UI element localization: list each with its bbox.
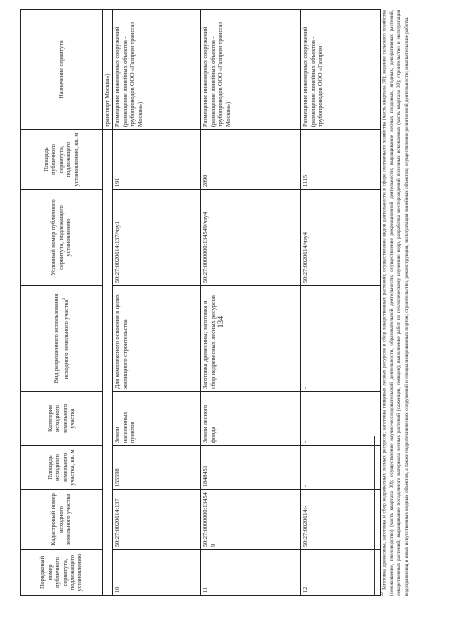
cell-category: Земли лесного фонда [201, 392, 301, 446]
cell-area: - [301, 446, 381, 490]
col-header-purpose: Назначение сервитута [21, 10, 103, 130]
cell-category: - [301, 392, 381, 446]
carryover-empty [103, 130, 113, 596]
col-header-usage-footnote-mark: 2 [60, 297, 66, 300]
table-row [201, 10, 301, 596]
cell-conditional-number: 50:27:0020614/чзу4 [301, 190, 381, 286]
servitude-table [20, 9, 381, 596]
cell-usage: Заготовка древесины; заготовка и сбор недревесных лесных ресурсов [201, 286, 301, 392]
cell-number: 11 [201, 550, 301, 596]
table-row [301, 10, 381, 596]
col-header-category: Категория исходного земельного участка [21, 392, 103, 446]
col-header-cadastral: Кадастровый номер исходного земельного участка [21, 490, 103, 550]
cell-cadastral: 50:27:0020614:- [301, 490, 381, 550]
cell-purpose: Размещение инженерных сооружений (размещение линейных объектов - трубопроводов ООО «Газпром трансгаз Москва») [113, 10, 201, 130]
cell-servitude-area: 2890 [201, 130, 301, 190]
cell-conditional-number: 50:27:0000000:134549/чзу4 [201, 190, 301, 286]
page-number: 134 [216, 316, 225, 328]
col-header-number: Порядковый номер публичного сервитута, подлежащего установлению [21, 550, 103, 596]
cell-area: 155598 [113, 446, 201, 490]
cell-cadastral: 50:27:0020614:137 [113, 490, 201, 550]
footnote-text: Заготовка древесины, заготовка и сбор недревесных лесных ресурсов; заготовка пищевых лесных ресурсов и сбор лекарственных растений; осуществление видов деятельности в сфере охотничьего хозяйства (часть квартала 30); ведение сельского хозяйства (сенокошение, пчеловодство) (часть квартала 30); осуществление научно-исследовательской деятельности, образовательной деятельности; осуществление рекреационной деятельности; выращивание лесных плодовых, ягодных, декоративных растений, лекарственных растений; выращивание посадочного материала лесных растений (саженцев, сеянцев); выполнение работ по геологическому изучению недр, разработка месторождений полезных ископаемых (часть квартала 30); строительство и эксплуатация водохранилищ и иных искусственных водных объектов, а также гидротехнических сооружений и специализированных портов; строительство, реконструкция, эксплуатация линейных объектов; осуществление религиозной деятельности; изыскательские работы. [381, 9, 410, 596]
carryover-row [103, 10, 113, 596]
carryover-purpose-cell: транспорт Москва») [103, 10, 113, 130]
col-header-usage [21, 286, 103, 392]
cell-servitude-area: 191 [113, 130, 201, 190]
cell-servitude-area: 1115 [301, 130, 381, 190]
cell-usage: Для комплексного освоения в целях жилищного строительства [113, 286, 201, 392]
table-row [113, 10, 201, 596]
footnote [378, 10, 411, 596]
col-header-servitude-area: Площадь публичного сервитута, подлежащего установлению, кв. м [21, 130, 103, 190]
cell-area: 1848451 [201, 446, 301, 490]
footnote-mark: 22 [379, 592, 384, 596]
cell-usage: - [301, 286, 381, 392]
cell-category: Земли населенных пунктов [113, 392, 201, 446]
cell-conditional-number: 50:27:0020614:137/чзу1 [113, 190, 201, 286]
footnote-separator [374, 436, 375, 596]
col-header-usage-text: Вид разрешенного использования исходного земельного участка [52, 293, 71, 384]
col-header-area: Площадь исходного земельного участка, кв. м [21, 446, 103, 490]
col-header-conditional-number: Условный номер публичного сервитута, подлежащего установлению [21, 190, 103, 286]
cell-number: 12 [301, 550, 381, 596]
table-header-row [21, 10, 103, 596]
cell-number: 10 [113, 550, 201, 596]
cell-purpose: Размещение инженерных сооружений (размещение линейных объектов - трубопроводов ООО «Газпром [301, 10, 381, 130]
cell-purpose: Размещение инженерных сооружений (размещение линейных объектов - трубопроводов ООО «Газпром трансгаз Москва») [201, 10, 301, 130]
cell-cadastral: 50:27:0000000:134549 [201, 490, 301, 550]
